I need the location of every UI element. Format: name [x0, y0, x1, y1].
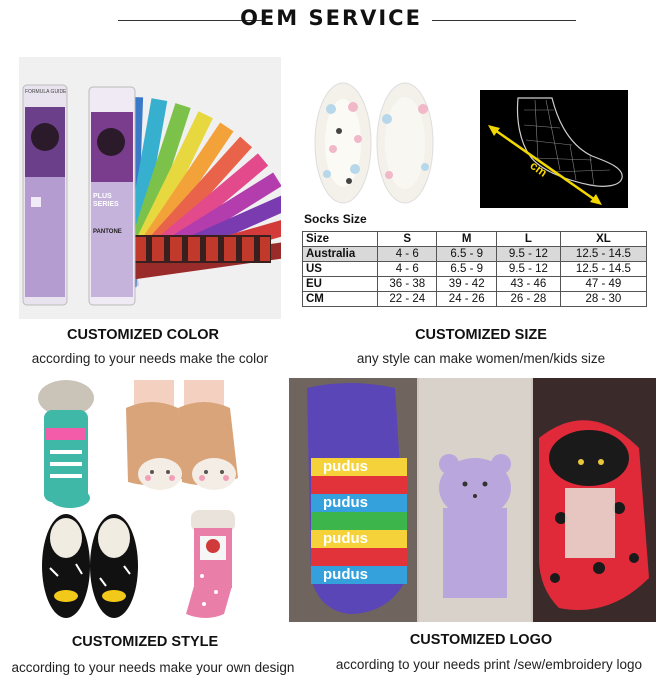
size-table-title: Socks Size [304, 212, 367, 226]
customized-logo-subtitle: according to your needs print /sew/embroidery logo [335, 657, 643, 672]
logo-socks-photo [289, 378, 656, 622]
size-cell: 24 - 26 [437, 292, 496, 307]
customized-logo-title: CUSTOMIZED LOGO [409, 632, 553, 648]
size-cell: 43 - 46 [496, 277, 560, 292]
row-region: CM [303, 292, 378, 307]
size-cell: 6.5 - 9 [437, 262, 496, 277]
size-cell: 9.5 - 12 [496, 262, 560, 277]
customized-color-subtitle: according to your needs make the color [31, 351, 269, 366]
row-region: US [303, 262, 378, 277]
foot-measure-photo [480, 90, 628, 208]
page-title: OEM SERVICE [240, 6, 422, 30]
customized-style-subtitle: according to your needs make your own design [11, 660, 295, 675]
sock-style-collage [36, 378, 280, 622]
table-row [303, 292, 647, 307]
table-row [303, 262, 647, 277]
size-cell: 26 - 28 [496, 292, 560, 307]
cm-label: cm [527, 158, 550, 180]
plus-series-label: PLUS SERIES [93, 193, 119, 208]
size-cell: 6.5 - 9 [437, 247, 496, 262]
knit-logo-text-3: pudus [323, 530, 368, 547]
size-table [302, 231, 647, 307]
pantone-guide-photo [19, 57, 281, 319]
knit-logo-text-4: pudus [323, 566, 368, 583]
size-cell: 12.5 - 14.5 [560, 247, 646, 262]
size-col-header: M [437, 232, 496, 247]
size-cell: 4 - 6 [378, 247, 437, 262]
slipper-soles-photo [303, 79, 443, 207]
size-col-header: XL [560, 232, 646, 247]
customized-size-title: CUSTOMIZED SIZE [415, 327, 547, 343]
size-cell: 9.5 - 12 [496, 247, 560, 262]
customized-size-subtitle: any style can make women/men/kids size [356, 351, 606, 366]
row-region: Australia [303, 247, 378, 262]
knit-logo-text-2: pudus [323, 494, 368, 511]
size-col-header: Size [303, 232, 378, 247]
size-col-header: S [378, 232, 437, 247]
table-row [303, 277, 647, 292]
size-cell: 36 - 38 [378, 277, 437, 292]
row-region: EU [303, 277, 378, 292]
table-row [303, 247, 647, 262]
size-cell: 47 - 49 [560, 277, 646, 292]
size-cell: 22 - 24 [378, 292, 437, 307]
size-table-header-row [303, 232, 647, 247]
size-cell: 28 - 30 [560, 292, 646, 307]
pantone-label: PANTONE [93, 229, 122, 235]
header-rule-right [432, 20, 576, 21]
guide-label: FORMULA GUIDE [25, 89, 67, 95]
size-cell: 39 - 42 [437, 277, 496, 292]
knit-logo-text-1: pudus [323, 458, 368, 475]
customized-color-title: CUSTOMIZED COLOR [67, 327, 219, 343]
size-col-header: L [496, 232, 560, 247]
size-cell: 4 - 6 [378, 262, 437, 277]
size-cell: 12.5 - 14.5 [560, 262, 646, 277]
customized-style-title: CUSTOMIZED STYLE [71, 634, 219, 650]
